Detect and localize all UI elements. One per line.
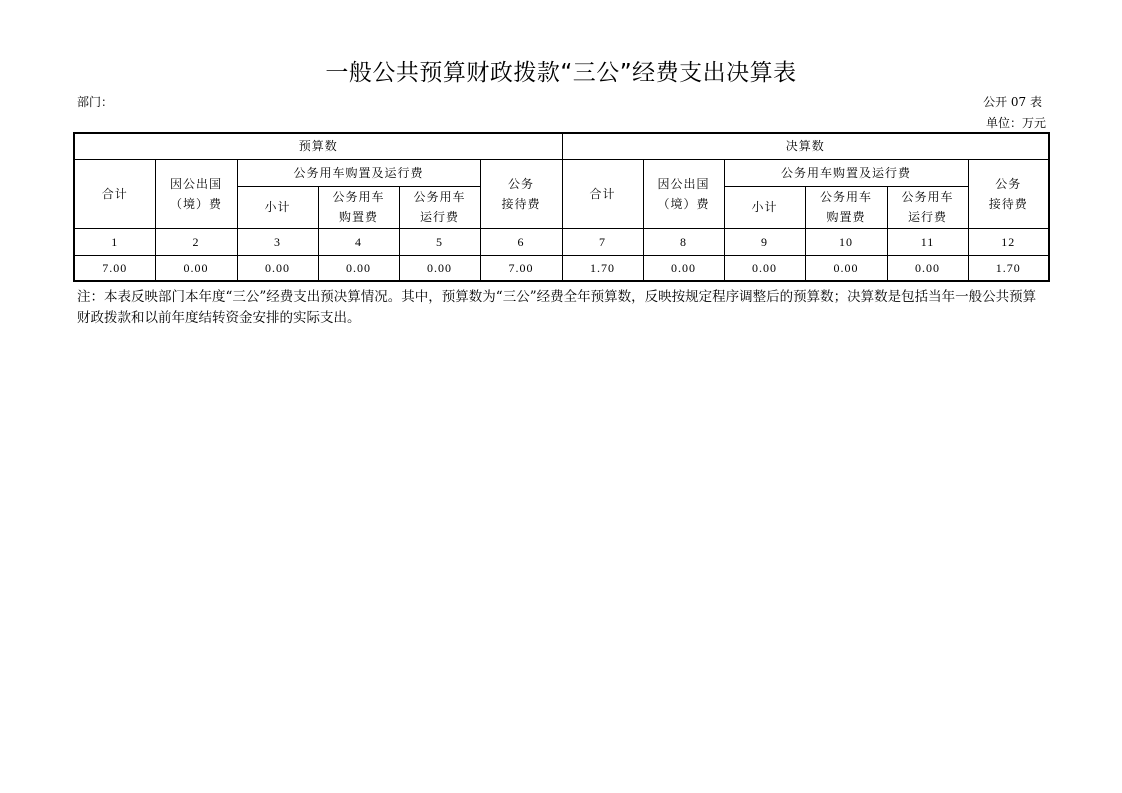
column-header-row-1 xyxy=(74,159,1049,186)
column-number-cell: 5 xyxy=(399,228,480,255)
budget-reception-header xyxy=(480,159,562,228)
value-cell: 7.00 xyxy=(480,255,562,281)
column-number-row xyxy=(74,228,1049,255)
budget-subtotal-header: 小计 xyxy=(237,186,318,228)
budget-reception-line2: 接待费 xyxy=(501,196,541,211)
final-car-run-line2: 运行费 xyxy=(908,210,948,224)
department-label: 部门： xyxy=(77,95,114,109)
final-car-run-line1: 公务用车 xyxy=(901,190,954,204)
footnote: 注：本表反映部门本年度“三公”经费支出预决算情况。其中，预算数为“三公”经费全年预算数，反映按规定程序调整后的预算数；决算数是包括当年一般公共预算财政拨款和以前年度结转资金安排的实际支出。 xyxy=(77,289,1037,326)
value-cell: 0.00 xyxy=(318,255,399,281)
final-car-purchase-line1: 公务用车 xyxy=(820,190,873,204)
budget-car-run-header xyxy=(399,186,480,228)
column-number-cell: 12 xyxy=(968,228,1049,255)
budget-car-run-line1: 公务用车 xyxy=(413,190,466,204)
budget-car-purchase-line1: 公务用车 xyxy=(332,190,385,204)
final-reception-line2: 接待费 xyxy=(988,196,1028,211)
column-number-cell: 3 xyxy=(237,228,318,255)
final-total-header: 合计 xyxy=(562,159,643,228)
value-cell: 0.00 xyxy=(155,255,237,281)
value-cell: 7.00 xyxy=(74,255,155,281)
final-header: 决算数 xyxy=(562,133,1049,159)
budget-header: 预算数 xyxy=(74,133,562,159)
column-number-cell: 1 xyxy=(74,228,155,255)
column-number-cell: 7 xyxy=(562,228,643,255)
page-title: 一般公共预算财政拨款“三公”经费支出决算表 xyxy=(325,60,797,86)
value-cell: 1.70 xyxy=(968,255,1049,281)
budget-car-group-header: 公务用车购置及运行费 xyxy=(237,159,480,186)
budget-car-purchase-line2: 购置费 xyxy=(338,210,378,224)
value-cell: 0.00 xyxy=(724,255,805,281)
final-car-group-header: 公务用车购置及运行费 xyxy=(724,159,968,186)
expense-table xyxy=(73,132,1050,282)
column-number-cell: 6 xyxy=(480,228,562,255)
unit-label: 单位：万元 xyxy=(985,116,1046,130)
value-cell: 0.00 xyxy=(237,255,318,281)
final-car-run-header xyxy=(887,186,968,228)
budget-car-run-line2: 运行费 xyxy=(419,210,459,224)
column-number-cell: 10 xyxy=(805,228,887,255)
column-number-cell: 9 xyxy=(724,228,805,255)
value-cell: 0.00 xyxy=(805,255,887,281)
budget-car-purchase-header xyxy=(318,186,399,228)
budget-reception-line1: 公务 xyxy=(508,176,535,191)
final-abroad-header xyxy=(643,159,724,228)
value-cell: 0.00 xyxy=(887,255,968,281)
final-abroad-line1: 因公出国 xyxy=(657,176,710,191)
column-number-cell: 2 xyxy=(155,228,237,255)
final-car-purchase-line2: 购置费 xyxy=(826,210,866,224)
final-reception-header xyxy=(968,159,1049,228)
value-cell: 0.00 xyxy=(643,255,724,281)
budget-abroad-line2: （境）费 xyxy=(169,196,222,211)
value-cell: 1.70 xyxy=(562,255,643,281)
column-number-cell: 4 xyxy=(318,228,399,255)
value-row xyxy=(74,255,1049,281)
table-number: 公开 07 表 xyxy=(983,95,1042,109)
final-car-purchase-header xyxy=(805,186,887,228)
final-subtotal-header: 小计 xyxy=(724,186,805,228)
final-reception-line1: 公务 xyxy=(995,176,1022,191)
column-number-cell: 11 xyxy=(887,228,968,255)
budget-abroad-line1: 因公出国 xyxy=(169,176,222,191)
final-abroad-line2: （境）费 xyxy=(657,196,710,211)
budget-abroad-header xyxy=(155,159,237,228)
value-cell: 0.00 xyxy=(399,255,480,281)
column-number-cell: 8 xyxy=(643,228,724,255)
budget-total-header: 合计 xyxy=(74,159,155,228)
section-header-row xyxy=(74,133,1049,159)
